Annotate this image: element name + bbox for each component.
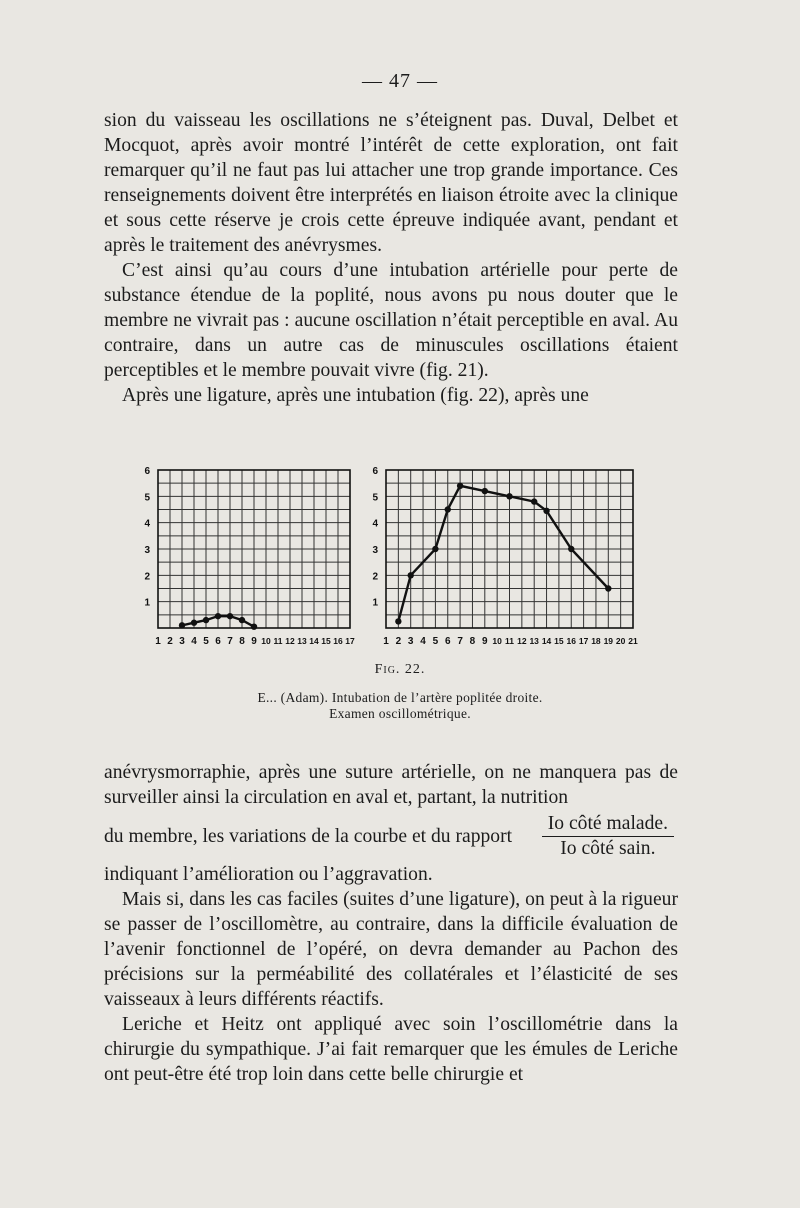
paragraph: Mais si, dans les cas faciles (suites d’une ligature), on peut à la rigueur se passer de l’oscillomètre, au contraire, dans la difficile évaluation de l’avenir fonctionnel de l’opéré, on devra demander au Pachon des précisions sur la perméabilité des collatérales et l’élasticité de ses vaisseaux à leurs différents réactifs. <box>104 889 678 1010</box>
y-tick-label: 4 <box>372 518 378 530</box>
y-tick-label: 5 <box>144 492 150 504</box>
data-point <box>251 623 257 629</box>
x-tick-label: 5 <box>203 636 209 647</box>
x-tick-label: 16 <box>566 636 576 646</box>
data-point <box>457 483 463 489</box>
x-tick-label: 3 <box>179 636 185 647</box>
x-tick-label: 14 <box>309 636 319 646</box>
x-tick-label: 8 <box>239 636 245 647</box>
x-tick-label: 17 <box>345 636 355 646</box>
x-tick-label: 3 <box>407 636 414 647</box>
paragraph: Leriche et Heitz ont appliqué avec soin l’oscillométrie dans la chirurgie du sympathique. J’ai fait remarquer que les émules de Leriche ont peut-être été trop loin dans cette belle chirurgie et <box>104 1014 678 1085</box>
x-tick-label: 21 <box>628 636 638 646</box>
paragraph: sion du vaisseau les oscillations ne s’éteignent pas. Duval, Delbet et Mocquot, après avoir montré l’intérêt de cette exploration, ont fait remarquer qu’il ne faut pas lui attacher une trop grande importance. Ces renseignements doivent être interprétés en liaison étroite avec la clinique et sous cette réserve je crois cette épreuve indiquée avant, pendant et après le traitement des anévrysmes. <box>104 110 678 256</box>
x-tick-label: 12 <box>285 636 295 646</box>
y-tick-label: 3 <box>372 545 378 556</box>
paragraph: indiquant l’amélioration ou l’aggravation. <box>104 864 433 885</box>
x-tick-label: 2 <box>167 636 173 647</box>
x-tick-label: 11 <box>505 636 514 646</box>
x-tick-label: 15 <box>321 636 331 646</box>
paragraph: C’est ainsi qu’au cours d’une intubation artérielle pour perte de substance étendue de la poplité, nous avons pu nous douter que le membre ne vivrait pas : aucune oscillation n’était perceptible en aval. Au contraire, dans un autre cas de minuscules oscillations étaient perceptibles et le membre pouvait vivre (fig. 21). <box>104 260 678 381</box>
data-point <box>531 498 537 504</box>
x-tick-label: 7 <box>227 636 233 647</box>
x-tick-label: 18 <box>591 636 601 646</box>
x-tick-label: 19 <box>603 636 614 646</box>
y-tick-label: 2 <box>144 571 150 583</box>
x-tick-label: 5 <box>432 636 439 647</box>
paragraph: Après une ligature, après une intubation (fig. 22), après une <box>122 385 589 406</box>
figure-label: Fig. 22. <box>374 662 426 677</box>
figure-caption-line1: E... (Adam). Intubation de l’artère poplitée droite. <box>257 690 543 705</box>
data-point <box>568 546 574 552</box>
y-tick-label: 2 <box>372 571 378 583</box>
x-tick-label: 4 <box>191 636 197 647</box>
data-point <box>179 622 185 628</box>
data-point <box>203 617 209 623</box>
x-tick-label: 12 <box>517 636 527 646</box>
fraction-line <box>104 812 678 860</box>
x-tick-label: 11 <box>273 636 283 646</box>
y-tick-label: 3 <box>144 545 150 556</box>
x-tick-label: 8 <box>469 636 476 647</box>
fraction-denominator: Io côté sain. <box>560 837 656 859</box>
x-tick-label: 7 <box>457 636 463 647</box>
y-tick-label: 1 <box>372 597 378 609</box>
y-tick-label: 5 <box>372 492 378 504</box>
data-point <box>239 617 245 623</box>
x-tick-label: 1 <box>383 636 389 647</box>
data-point <box>395 618 401 624</box>
data-point <box>408 572 414 578</box>
data-point <box>605 585 611 591</box>
y-tick-label: 4 <box>144 518 150 530</box>
data-point <box>506 493 512 499</box>
x-tick-label: 9 <box>482 636 488 647</box>
x-tick-label: 16 <box>333 636 343 646</box>
data-point <box>482 488 488 494</box>
oscillometric-charts <box>0 452 800 662</box>
y-tick-label: 6 <box>372 466 378 477</box>
ratio-fraction <box>542 813 674 860</box>
fraction-numerator: Io côté malade. <box>542 813 674 837</box>
x-tick-label: 20 <box>615 636 626 646</box>
y-tick-label: 6 <box>144 466 150 477</box>
x-tick-label: 4 <box>420 636 426 647</box>
x-tick-label: 10 <box>492 636 502 646</box>
x-tick-label: 14 <box>541 636 552 646</box>
series-line <box>398 486 608 622</box>
y-tick-label: 1 <box>144 597 150 609</box>
page-number: — 47 — <box>362 70 438 92</box>
x-tick-label: 17 <box>578 636 589 646</box>
x-tick-label: 6 <box>215 636 221 647</box>
chart-left <box>144 466 355 647</box>
x-tick-label: 9 <box>251 636 257 647</box>
data-point <box>543 508 549 514</box>
x-tick-label: 2 <box>395 636 402 647</box>
data-point <box>432 546 438 552</box>
paragraph: anévrysmorraphie, après une suture artérielle, on ne manquera pas de surveiller ainsi la circulation en aval et, partant, la nutrition <box>104 762 678 808</box>
chart-right <box>372 466 638 647</box>
data-point <box>445 506 451 512</box>
data-point <box>191 620 197 626</box>
data-point <box>227 613 233 619</box>
x-tick-label: 10 <box>261 636 271 646</box>
x-tick-label: 1 <box>155 636 161 647</box>
data-point <box>215 613 221 619</box>
body-text-top <box>104 108 678 408</box>
x-tick-label: 15 <box>554 636 564 646</box>
fraction-lead: du membre, les variations de la courbe et du rapport <box>104 825 513 847</box>
figure-22 <box>0 452 800 662</box>
body-text-bottom <box>104 760 678 1087</box>
x-tick-label: 13 <box>297 636 307 646</box>
x-tick-label: 13 <box>529 636 539 646</box>
figure-caption-line2: Examen oscillométrique. <box>329 706 471 721</box>
x-tick-label: 6 <box>444 636 451 647</box>
